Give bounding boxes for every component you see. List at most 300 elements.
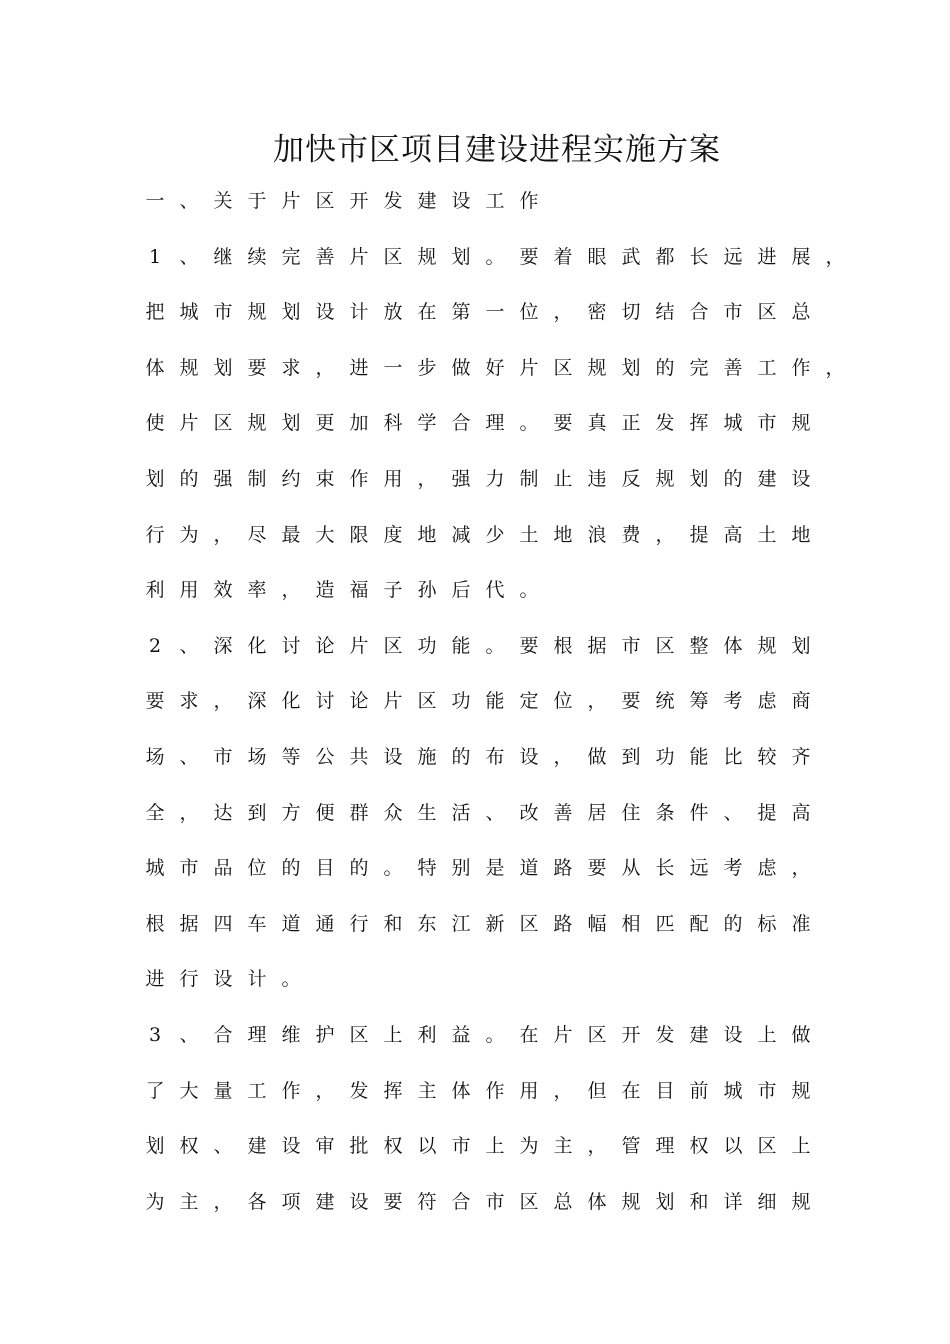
body-char: 福 xyxy=(349,579,369,602)
body-char: 审 xyxy=(315,1135,335,1158)
body-char: ， xyxy=(417,468,437,490)
body-line xyxy=(0,519,950,551)
body-char: 商 xyxy=(791,690,811,713)
body-char: 整 xyxy=(689,634,709,657)
body-char: 设 xyxy=(723,1024,743,1046)
body-char: 考 xyxy=(723,690,743,713)
body-char: 匹 xyxy=(655,912,675,935)
body-char: 善 xyxy=(723,356,743,379)
body-char: 设 xyxy=(315,301,335,324)
body-char: 和 xyxy=(689,1190,709,1213)
body-char: 、 xyxy=(213,1135,233,1158)
body-char: 设 xyxy=(519,746,539,768)
body-char: 准 xyxy=(791,912,811,935)
body-char: 较 xyxy=(757,746,777,768)
body-char: 1 xyxy=(148,245,162,268)
body-char: 要 xyxy=(519,245,539,268)
body-char: 结 xyxy=(655,301,675,324)
body-char: 设 xyxy=(791,468,811,490)
body-char: 位 xyxy=(519,301,539,324)
body-char: 用 xyxy=(179,579,199,602)
body-char: 城 xyxy=(179,301,199,324)
body-char: 件 xyxy=(689,801,709,824)
body-char: 最 xyxy=(281,523,301,546)
body-char: 城 xyxy=(145,857,165,880)
body-char: 作 xyxy=(791,356,811,379)
body-char: 权 xyxy=(383,1135,403,1158)
body-char: 但 xyxy=(587,1079,607,1102)
body-line xyxy=(0,1130,950,1162)
body-char: 区 xyxy=(587,1024,607,1046)
body-char: 区 xyxy=(519,912,539,935)
body-char: 做 xyxy=(587,746,607,768)
body-char: 路 xyxy=(553,912,573,935)
body-char: 划 xyxy=(689,468,709,490)
body-char: 讨 xyxy=(315,690,335,713)
body-char: 尽 xyxy=(247,523,267,546)
body-char: 使 xyxy=(145,412,165,435)
body-char: 是 xyxy=(485,857,505,880)
body-char: 市 xyxy=(213,301,233,324)
body-char: 提 xyxy=(689,523,709,546)
body-char: 区 xyxy=(519,1190,539,1213)
body-char: 了 xyxy=(145,1079,165,1102)
body-char: 为 xyxy=(179,523,199,546)
body-char: 片 xyxy=(383,690,403,713)
body-char: 合 xyxy=(451,1190,471,1213)
body-char: 主 xyxy=(553,1135,573,1158)
body-char: 区 xyxy=(655,634,675,657)
body-char: 的 xyxy=(349,857,369,880)
body-char: 挥 xyxy=(383,1079,403,1102)
body-char: 划 xyxy=(145,468,165,490)
body-char: 开 xyxy=(349,190,369,212)
body-line xyxy=(0,852,950,884)
body-char: 上 xyxy=(791,1135,811,1158)
body-char: 市 xyxy=(621,634,641,657)
body-char: 市 xyxy=(757,412,777,435)
body-char: 根 xyxy=(553,634,573,657)
body-char: 、 xyxy=(179,746,199,768)
body-char: 。 xyxy=(485,1024,505,1046)
body-char: 规 xyxy=(757,634,777,657)
body-char: 土 xyxy=(757,523,777,546)
body-char: 布 xyxy=(485,746,505,768)
body-char: 要 xyxy=(145,690,165,713)
body-char: 造 xyxy=(315,579,335,602)
body-char: 设 xyxy=(213,968,233,991)
body-char: 利 xyxy=(145,579,165,602)
body-char: 目 xyxy=(315,857,335,880)
body-char: 便 xyxy=(315,801,335,824)
body-line xyxy=(0,1075,950,1107)
body-char: 规 xyxy=(417,245,437,268)
body-line xyxy=(0,352,950,384)
body-char: 发 xyxy=(383,190,403,212)
body-char: 要 xyxy=(247,356,267,379)
body-char: 。 xyxy=(519,412,539,435)
body-char: 筹 xyxy=(689,690,709,713)
body-char: 路 xyxy=(553,857,573,880)
body-char: 。 xyxy=(485,245,505,268)
body-char: 挥 xyxy=(689,412,709,435)
body-char: 远 xyxy=(723,245,743,268)
body-char: 能 xyxy=(485,690,505,713)
body-char: 限 xyxy=(349,523,369,546)
body-char: 据 xyxy=(179,912,199,935)
body-char: 设 xyxy=(281,1135,301,1158)
body-char: 用 xyxy=(383,468,403,490)
body-char: 区 xyxy=(553,356,573,379)
body-char: 大 xyxy=(179,1079,199,1102)
body-char: 城 xyxy=(723,412,743,435)
body-char: 土 xyxy=(519,523,539,546)
body-char: 细 xyxy=(757,1190,777,1213)
body-char: 。 xyxy=(281,968,301,991)
body-char: 关 xyxy=(213,190,233,212)
body-char: 都 xyxy=(655,245,675,268)
body-char: 、 xyxy=(179,190,199,212)
body-char: 强 xyxy=(213,468,233,490)
body-char: 要 xyxy=(519,634,539,657)
body-char: 。 xyxy=(383,857,403,880)
body-char: 片 xyxy=(519,356,539,379)
body-char: 善 xyxy=(315,245,335,268)
body-char: 的 xyxy=(281,857,301,880)
body-char: 合 xyxy=(213,1024,233,1046)
body-char: 求 xyxy=(281,356,301,379)
body-char: 计 xyxy=(247,968,267,991)
body-char: 益 xyxy=(451,1024,471,1046)
body-char: 少 xyxy=(485,523,505,546)
body-char: 要 xyxy=(621,690,641,713)
body-char: 工 xyxy=(757,356,777,379)
body-char: 片 xyxy=(553,1024,573,1046)
body-char: ， xyxy=(179,801,199,824)
body-char: 道 xyxy=(281,912,301,935)
body-char: 真 xyxy=(587,412,607,435)
body-char: 群 xyxy=(349,801,369,824)
body-char: 行 xyxy=(145,523,165,546)
body-char: 率 xyxy=(247,579,267,602)
body-char: 发 xyxy=(349,1079,369,1102)
body-char: 要 xyxy=(383,1190,403,1213)
body-char: 规 xyxy=(791,1190,811,1213)
body-char: 位 xyxy=(553,690,573,713)
body-char: 改 xyxy=(519,801,539,824)
body-char: 束 xyxy=(315,468,335,490)
body-char: 、 xyxy=(179,245,199,268)
body-char: 总 xyxy=(791,301,811,324)
body-char: 长 xyxy=(689,245,709,268)
body-char: 管 xyxy=(621,1135,641,1158)
body-char: 场 xyxy=(247,746,267,768)
body-char: 深 xyxy=(247,690,267,713)
body-char: 在 xyxy=(621,1079,641,1102)
body-char: 地 xyxy=(791,523,811,546)
body-char: 设 xyxy=(451,190,471,212)
body-char: 主 xyxy=(179,1190,199,1213)
body-char: 规 xyxy=(587,356,607,379)
body-char: 进 xyxy=(757,245,777,268)
body-char: 作 xyxy=(281,1079,301,1102)
body-char: 住 xyxy=(621,801,641,824)
body-char: ， xyxy=(315,1079,335,1102)
body-char: ， xyxy=(587,690,607,713)
body-char: 施 xyxy=(417,746,437,768)
body-char: 开 xyxy=(621,1024,641,1046)
body-char: 作 xyxy=(519,190,539,212)
body-char: 规 xyxy=(791,1079,811,1102)
body-char: 的 xyxy=(723,912,743,935)
body-char: 相 xyxy=(621,912,641,935)
body-char: 发 xyxy=(655,412,675,435)
body-char: 理 xyxy=(655,1135,675,1158)
body-char: 划 xyxy=(791,634,811,657)
body-char: ， xyxy=(587,1135,607,1158)
body-char: 道 xyxy=(519,857,539,880)
body-char: 条 xyxy=(655,801,675,824)
body-char: 新 xyxy=(485,912,505,935)
body-char: 在 xyxy=(519,1024,539,1046)
body-char: 效 xyxy=(213,579,233,602)
body-char: 理 xyxy=(247,1024,267,1046)
body-char: 继 xyxy=(213,245,233,268)
body-char: 总 xyxy=(553,1190,573,1213)
body-line xyxy=(0,1019,950,1051)
body-char: 善 xyxy=(553,801,573,824)
body-char: 公 xyxy=(315,746,335,768)
body-char: 化 xyxy=(281,690,301,713)
body-char: 体 xyxy=(723,634,743,657)
body-char: 位 xyxy=(247,857,267,880)
body-char: 合 xyxy=(689,301,709,324)
body-char: 约 xyxy=(281,468,301,490)
body-char: 区 xyxy=(213,412,233,435)
body-char: 提 xyxy=(757,801,777,824)
body-char: 到 xyxy=(247,801,267,824)
body-char: 方 xyxy=(281,801,301,824)
body-char: 、 xyxy=(179,1024,199,1046)
body-char: 讨 xyxy=(281,634,301,657)
body-char: 居 xyxy=(587,801,607,824)
body-char: 据 xyxy=(587,634,607,657)
body-char: 权 xyxy=(179,1135,199,1158)
body-char: 主 xyxy=(417,1079,437,1102)
body-char: 划 xyxy=(213,356,233,379)
body-char: 规 xyxy=(655,468,675,490)
body-char: 的 xyxy=(179,468,199,490)
body-char: 深 xyxy=(213,634,233,657)
body-char: 设 xyxy=(349,1190,369,1213)
body-char: 区 xyxy=(315,190,335,212)
body-char: 配 xyxy=(689,912,709,935)
body-char: 高 xyxy=(791,801,811,824)
body-char: 体 xyxy=(145,356,165,379)
body-char: 能 xyxy=(451,634,471,657)
body-char: 车 xyxy=(247,912,267,935)
body-char: ， xyxy=(213,1190,233,1213)
body-char: 片 xyxy=(179,412,199,435)
body-char: 好 xyxy=(485,356,505,379)
body-char: ， xyxy=(825,245,845,268)
body-char: 建 xyxy=(689,1024,709,1046)
body-line xyxy=(0,963,950,995)
body-char: 维 xyxy=(281,1024,301,1046)
body-char: ， xyxy=(213,523,233,546)
body-char: 通 xyxy=(315,912,335,935)
body-char: 功 xyxy=(655,746,675,768)
body-line xyxy=(0,407,950,439)
body-char: 。 xyxy=(485,634,505,657)
body-char: 论 xyxy=(315,634,335,657)
body-char: 、 xyxy=(723,801,743,824)
body-char: 正 xyxy=(621,412,641,435)
body-char: 区 xyxy=(757,301,777,324)
body-char: 全 xyxy=(145,801,165,824)
body-char: 化 xyxy=(247,634,267,657)
body-char: 反 xyxy=(621,468,641,490)
body-char: 区 xyxy=(417,690,437,713)
body-char: 上 xyxy=(383,1024,403,1046)
body-line xyxy=(0,741,950,773)
body-char: 费 xyxy=(621,523,641,546)
body-char: 达 xyxy=(213,801,233,824)
body-char: 科 xyxy=(383,412,403,435)
body-char: 规 xyxy=(179,356,199,379)
body-char: 和 xyxy=(383,912,403,935)
body-char: 把 xyxy=(145,301,165,324)
body-char: 划 xyxy=(451,245,471,268)
body-char: 论 xyxy=(349,690,369,713)
body-char: 量 xyxy=(213,1079,233,1102)
body-char: 3 xyxy=(148,1024,162,1046)
body-line xyxy=(0,630,950,662)
body-char: 2 xyxy=(148,634,162,657)
body-char: 区 xyxy=(349,1024,369,1046)
body-char: 制 xyxy=(519,468,539,490)
body-char: 后 xyxy=(451,579,471,602)
body-char: 规 xyxy=(621,1190,641,1213)
body-line xyxy=(0,296,950,328)
body-char: 批 xyxy=(349,1135,369,1158)
body-char: 功 xyxy=(417,634,437,657)
body-char: 、 xyxy=(179,634,199,657)
body-line xyxy=(0,463,950,495)
body-char: 地 xyxy=(553,523,573,546)
body-char: 一 xyxy=(485,301,505,324)
body-char: 符 xyxy=(417,1190,437,1213)
body-char: 别 xyxy=(451,857,471,880)
body-char: 体 xyxy=(451,1079,471,1102)
body-char: 要 xyxy=(587,857,607,880)
body-char: 根 xyxy=(145,912,165,935)
body-char: 合 xyxy=(451,412,471,435)
body-char: 上 xyxy=(757,1024,777,1046)
body-char: 作 xyxy=(349,468,369,490)
body-char: 代 xyxy=(485,579,505,602)
body-char: 的 xyxy=(451,746,471,768)
body-char: 市 xyxy=(757,1079,777,1102)
body-char: 护 xyxy=(315,1024,335,1046)
body-char: 建 xyxy=(417,190,437,212)
body-char: 计 xyxy=(349,301,369,324)
body-char: 划 xyxy=(281,412,301,435)
body-char: 切 xyxy=(621,301,641,324)
body-char: 行 xyxy=(349,912,369,935)
body-char: 做 xyxy=(791,1024,811,1046)
body-char: 等 xyxy=(281,746,301,768)
body-char: 定 xyxy=(519,690,539,713)
body-char: 众 xyxy=(383,801,403,824)
body-char: 品 xyxy=(213,857,233,880)
body-char: 幅 xyxy=(587,912,607,935)
body-char: 进 xyxy=(349,356,369,379)
body-char: 、 xyxy=(485,801,505,824)
body-char: 活 xyxy=(451,801,471,824)
body-char: 规 xyxy=(247,412,267,435)
body-char: 体 xyxy=(587,1190,607,1213)
body-char: 止 xyxy=(553,468,573,490)
body-char: 制 xyxy=(247,468,267,490)
body-char: 为 xyxy=(145,1190,165,1213)
body-char: 第 xyxy=(451,301,471,324)
body-char: 划 xyxy=(621,356,641,379)
body-char: ， xyxy=(791,857,811,880)
body-char: 地 xyxy=(417,523,437,546)
body-char: 以 xyxy=(417,1135,437,1158)
body-char: 展 xyxy=(791,245,811,268)
body-char: 为 xyxy=(519,1135,539,1158)
body-char: 划 xyxy=(281,301,301,324)
body-char: 的 xyxy=(655,356,675,379)
body-char: 各 xyxy=(247,1190,267,1213)
body-char: 续 xyxy=(247,245,267,268)
body-char: 完 xyxy=(281,245,301,268)
body-char: ， xyxy=(281,579,301,602)
body-char: 东 xyxy=(417,912,437,935)
body-char: 标 xyxy=(757,912,777,935)
body-char: 到 xyxy=(621,746,641,768)
body-char: 着 xyxy=(553,245,573,268)
body-char: 子 xyxy=(383,579,403,602)
body-char: 进 xyxy=(145,968,165,991)
body-line xyxy=(0,574,950,606)
body-char: 发 xyxy=(655,1024,675,1046)
body-char: 区 xyxy=(383,245,403,268)
body-char: 学 xyxy=(417,412,437,435)
body-char: 共 xyxy=(349,746,369,768)
body-char: 上 xyxy=(485,1135,505,1158)
body-char: 设 xyxy=(383,746,403,768)
body-char: 密 xyxy=(587,301,607,324)
body-char: 力 xyxy=(485,468,505,490)
body-char: ， xyxy=(553,301,573,324)
body-char: 城 xyxy=(723,1079,743,1102)
body-char: ， xyxy=(655,523,675,546)
body-line xyxy=(0,1186,950,1218)
body-char: 能 xyxy=(689,746,709,768)
body-char: 远 xyxy=(689,857,709,880)
body-char: 。 xyxy=(519,579,539,602)
body-char: 武 xyxy=(621,245,641,268)
body-line xyxy=(0,241,950,273)
body-char: 工 xyxy=(247,1079,267,1102)
body-char: 项 xyxy=(281,1190,301,1213)
body-char: 虑 xyxy=(757,857,777,880)
body-char: 做 xyxy=(451,356,471,379)
body-char: 放 xyxy=(383,301,403,324)
